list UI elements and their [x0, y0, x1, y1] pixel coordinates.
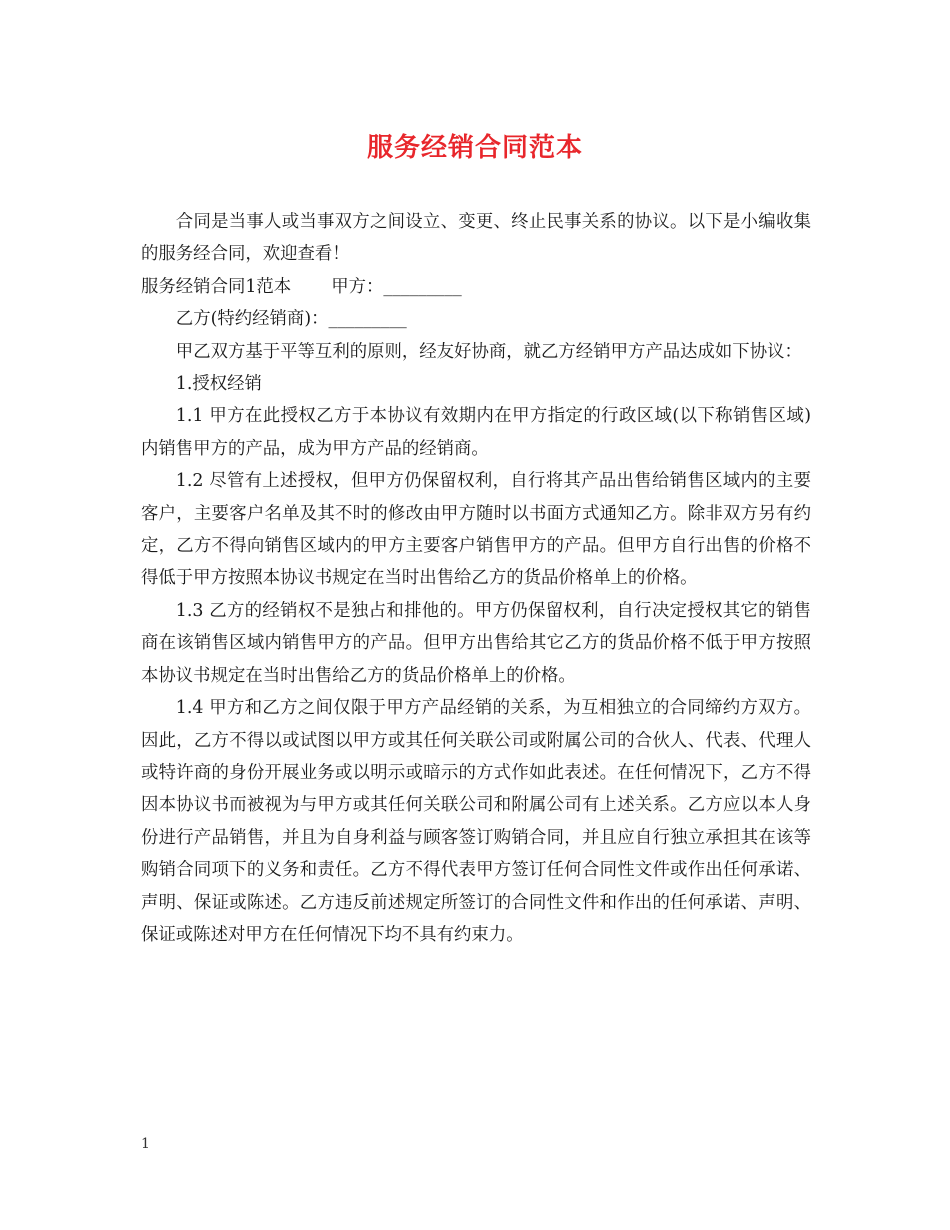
document-title: 服务经销合同范本 [366, 133, 583, 163]
clause-paragraph: 1.1 甲方在此授权乙方于本协议有效期内在甲方指定的行政区域(以下称销售区域)内销售甲方的产品，成为甲方产品的经销商。 [141, 406, 811, 459]
contract-heading-line [141, 271, 811, 303]
page-number: 1 [141, 1136, 150, 1152]
party-b-field: 乙方(特约经销商)：_________ [175, 309, 407, 330]
contract-heading-label: 服务经销合同1范本 [141, 276, 292, 297]
clause-paragraph: 1.3 乙方的经销权不是独占和排他的。甲方仍保留权利，自行决定授权其它的销售商在该销售区域内销售甲方的产品。但甲方出售给其它乙方的货品价格不低于甲方按照本协议书规定在当时出售给乙方的货品价格单上的价格。 [141, 600, 811, 686]
document-body [141, 206, 811, 951]
clause-paragraph: 1.2 尽管有上述授权，但甲方仍保留权利，自行将其产品出售给销售区域内的主要客户，主要客户名单及其不时的修改由甲方随时以书面方式通知乙方。除非双方另有约定，乙方不得向销售区域内的甲方主要客户销售甲方的产品。但甲方自行出售的价格不得低于甲方按照本协议书规定在当时出售给乙方的货品价格单上的价格。 [141, 471, 811, 589]
section-heading: 1.授权经销 [175, 374, 262, 395]
intro-paragraph: 合同是当事人或当事双方之间设立、变更、终止民事关系的协议。以下是小编收集的服务经合同，欢迎查看！ [141, 212, 811, 265]
clause-paragraph: 1.4 甲方和乙方之间仅限于甲方产品经销的关系，为互相独立的合同缔约方双方。因此，乙方不得以或试图以甲方或其任何关联公司或附属公司的合伙人、代表、代理人或特许商的身份开展业务或以明示或暗示的方式作如此表述。在任何情况下，乙方不得因本协议书而被视为与甲方或其任何关联公司和附属公司有上述关系。乙方应以本人身份进行产品销售，并且为自身利益与顾客签订购销合同，并且应自行独立承担其在该等购销合同项下的义务和责任。乙方不得代表甲方签订任何合同性文件或作出任何承诺、声明、保证或陈述。乙方违反前述规定所签订的合同性文件和作出的任何承诺、声明、保证或陈述对甲方在任何情况下均不具有约束力。 [141, 698, 811, 945]
preamble-paragraph: 甲乙双方基于平等互利的原则，经友好协商，就乙方经销甲方产品达成如下协议： [175, 341, 802, 362]
party-a-field: 甲方：_________ [331, 276, 462, 297]
